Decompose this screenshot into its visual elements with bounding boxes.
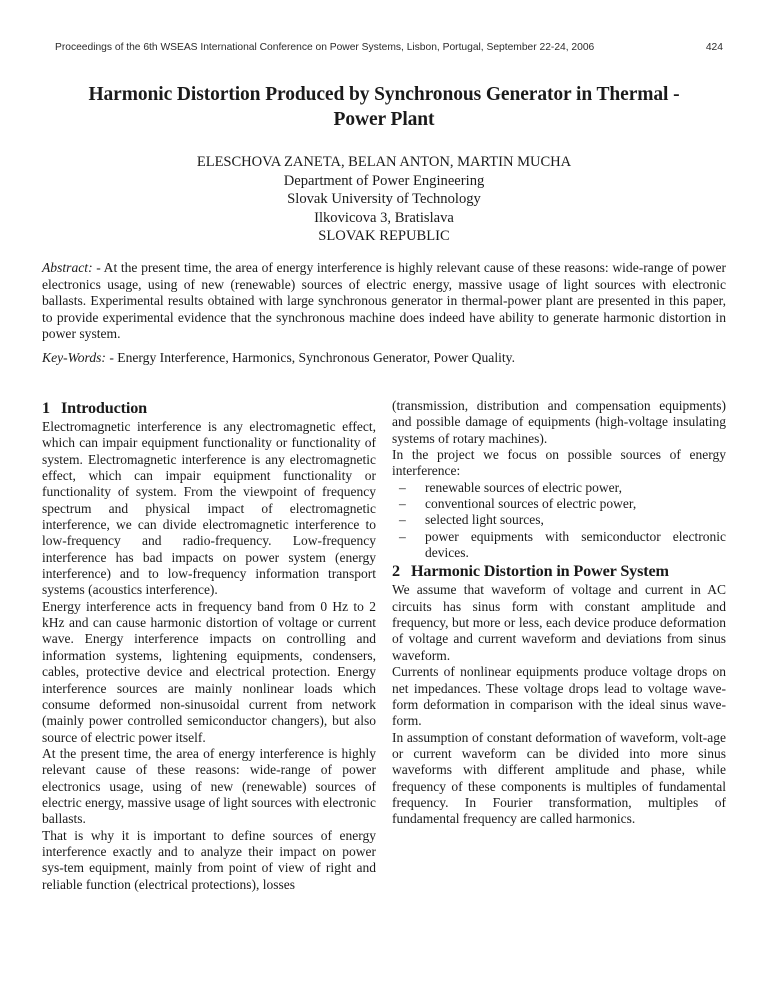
section-heading-introduction xyxy=(42,398,376,418)
running-header xyxy=(55,42,723,53)
list-item-label: conventional sources of electric power, xyxy=(425,496,637,512)
keywords-text: Energy Interference, Harmonics, Synchronous Generator, Power Quality. xyxy=(117,350,515,365)
author-country: SLOVAK REPUBLIC xyxy=(318,228,450,245)
paragraph: We assume that waveform of voltage and current in AC circuits has sinus form with constant amplitude and frequency, but more or less, each device produce deformation of voltage and current waveform and deviations from sinus waveform. xyxy=(392,582,726,663)
section-title: Introduction xyxy=(60,399,148,417)
author-department: Department of Power Engineering xyxy=(283,172,485,189)
paragraph: Electromagnetic interference is any electromagnetic effect, which can impair equipment functionality or functionality of system. Electromagnetic interference is any electromagnetic effect, which can impair equipment functionality or functionality of system. From the viewpoint of frequency spectrum and physical impact of electromagnetic interference, we can divide electromagnetic interference to low-frequency and radio-frequency. Low-frequency interference has bad impacts on power system (energy interference) and to low-frequency information transport systems (acoustics interference). xyxy=(42,419,376,598)
paragraph: In assumption of constant deformation of waveform, volt-age or current waveform can be divided into more sinus waveforms with different amplitude and phase, while frequency of these components is multiples of fundamental frequency. In Fourier transformation, multiples of fundamental frequency are called harmonics. xyxy=(392,729,726,827)
dash-marker-icon: – xyxy=(399,528,406,544)
abstract-separator: - xyxy=(92,260,104,275)
author-address: Ilkovicova 3, Bratislava xyxy=(314,209,454,226)
list-item xyxy=(392,480,726,496)
author-university: Slovak University of Technology xyxy=(287,191,481,208)
energy-interference-source-list xyxy=(392,480,726,562)
paragraph: (transmission, distribution and compensation equipments) and possible damage of equipments (high-voltage insulating systems of rotary machines). xyxy=(392,398,726,446)
paragraph: That is why it is important to define sources of energy interference exactly and to analyze their impact on power sys-tem equipment, mainly from point of view of right and reliable function (electrical protections), losses xyxy=(42,827,376,892)
section-title: Harmonic Distortion in Power System xyxy=(410,562,669,581)
dash-marker-icon: – xyxy=(399,479,406,495)
dash-marker-icon: – xyxy=(399,512,406,528)
keywords-label: Key-Words: xyxy=(42,350,106,365)
section-number: 2 xyxy=(392,562,400,581)
dash-marker-icon: – xyxy=(399,496,406,512)
keywords-separator: - xyxy=(105,350,118,365)
list-item-label: selected light sources, xyxy=(425,512,544,528)
abstract-block xyxy=(42,260,726,343)
abstract-label: Abstract: xyxy=(42,260,93,275)
paragraph: Energy interference acts in frequency band from 0 Hz to 2 kHz and can cause harmonic distortion of voltage or current wave. Energy interference impacts on controlling and information systems, lightening equipments, condensers, cables, protective device and electrical protection. Energy interference sources are mainly nonlinear loads which consume deformed non-sinusoidal current from network (mainly power controlled semiconductor changers), but also source of electric power itself. xyxy=(42,598,376,745)
section-heading-harmonic-distortion xyxy=(392,561,726,581)
abstract-text: At the present time, the area of energy interference is highly relevant cause of these reasons: wide-range of power electronics usage, using of new (renewable) sources of electric energy, massive usage of light sources with electronic ballasts. Experimental results obtained with large synchronous generator in thermal-power plant are presented in this paper, to provide experimental evidence that the synchronous machine does indeed have ability to generate harmonic distortion in power system. xyxy=(42,260,727,342)
list-item xyxy=(392,529,726,562)
page-number: 424 xyxy=(705,42,723,53)
list-item xyxy=(392,512,726,528)
paragraph: At the present time, the area of energy interference is highly relevant cause of these reasons: wide-range of power electronics usage, using of new (renewable) sources of electric energy, massive usage of light sources with electronic ballasts. xyxy=(42,745,376,827)
conference-proceedings-text: Proceedings of the 6th WSEAS International Conference on Power Systems, Lisbon, Portugal, September 22-24, 2006 xyxy=(55,42,595,53)
section-number: 1 xyxy=(42,399,50,417)
author-affiliation-block xyxy=(64,153,704,246)
paragraph: In the project we focus on possible sources of energy interference: xyxy=(392,447,726,479)
keywords-block xyxy=(42,350,726,367)
list-item-label: renewable sources of electric power, xyxy=(425,479,622,495)
paragraph: Currents of nonlinear equipments produce voltage drops on net impedances. These voltage drops lead to voltage wave-form deformation in comparison with the ideal sinus wave-form. xyxy=(392,664,726,729)
list-item xyxy=(392,496,726,512)
body-column-right xyxy=(392,398,726,828)
author-names: ELESCHOVA ZANETA, BELAN ANTON, MARTIN MUCHA xyxy=(196,154,572,170)
body-column-left xyxy=(42,398,376,893)
paper-title: Harmonic Distortion Produced by Synchronous Generator in Thermal - Power Plant xyxy=(88,84,680,130)
list-item-label: power equipments with semiconductor electronic devices. xyxy=(425,528,726,561)
